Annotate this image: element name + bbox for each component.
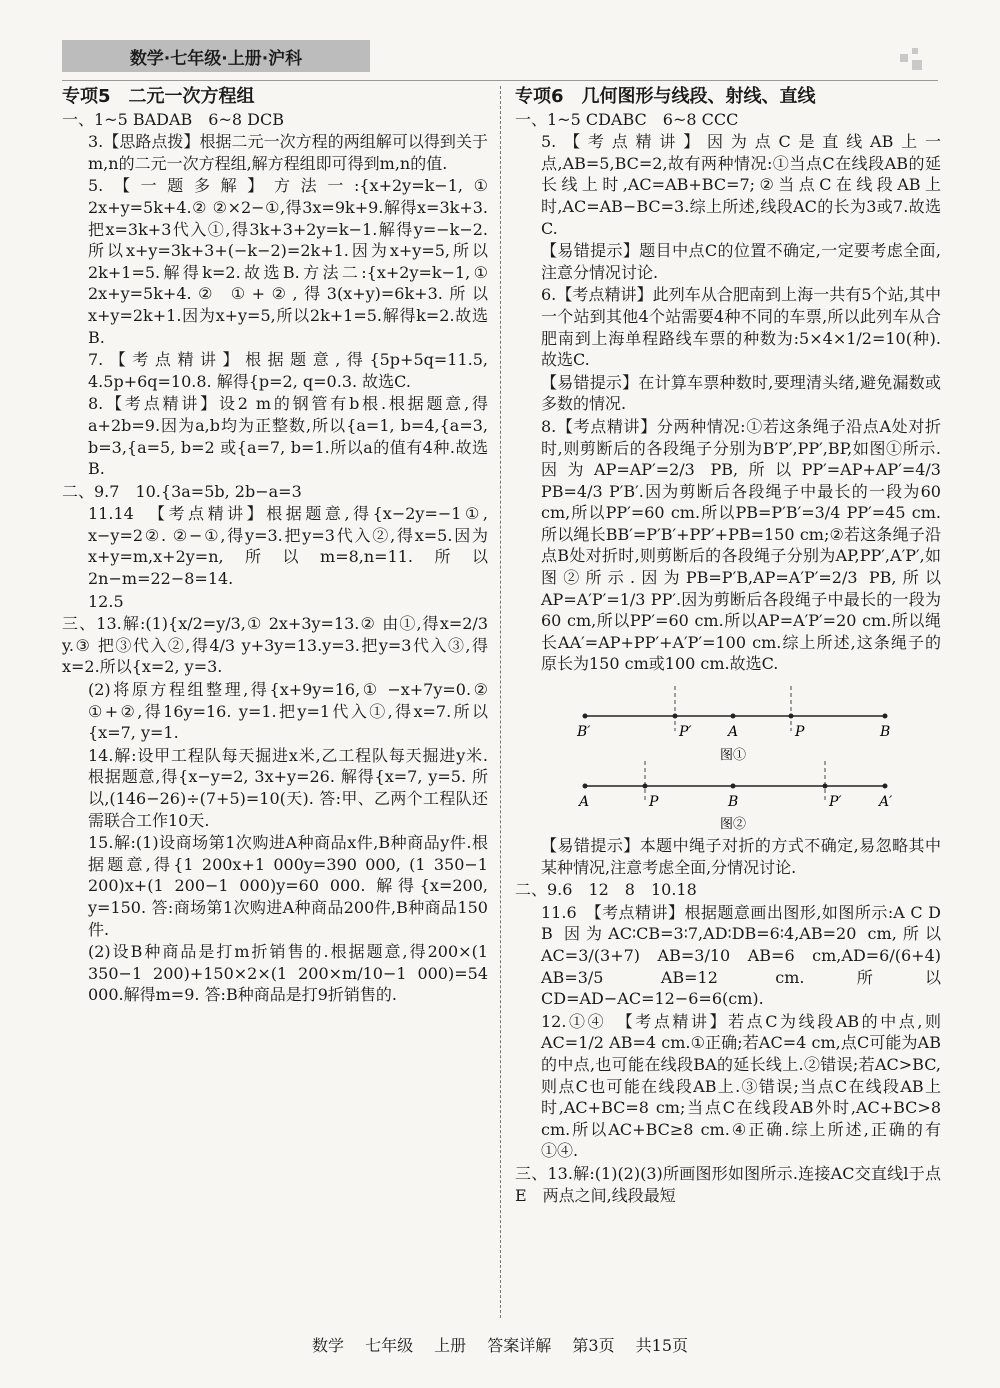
left-column bbox=[62, 86, 488, 1318]
answer-paragraph: (2)将原方程组整理,得{x+9y=16,① −x+7y=0.② ①+②,得16y=16. y=1.把y=1代入①,得x=7.所以{x=7, y=1. bbox=[88, 680, 488, 743]
corner-decoration-icon bbox=[912, 60, 922, 70]
answer-paragraph: 12.5 bbox=[88, 591, 124, 611]
footer-total-pages: 共15页 bbox=[635, 1336, 689, 1355]
fig1-label: B bbox=[880, 724, 891, 741]
answer-paragraph: 8.【考点精讲】分两种情况:①若这条绳子沿点A处对折时,则剪断后的各段绳子分别为B′P′,PP′,BP,如图①所示.因为AP=AP′=2/3 PB,所以PP′=AP+AP′=4/3 PB=4/3 P′B′.因为剪断后各段绳子中最长的一段为60 cm,所以PP′=60 cm.所以PB=P′B′=3/4 PP′=45 cm.所以绳长BB′=P′B′+PP′+PB=150 cm;②若这条绳子沿点B处对折时,则剪断后的各段绳子分别为AP,PP′,A′P′,如图②所示.因为PB=P′B,AP=A′P′=2/3 PB,所以AP=A′P′=1/3 PP′.因为剪断后各段绳子中最长的一段为60 cm,所以PP′=60 cm.所以AP=A′P′=20 cm.所以绳长AA′=AP+PP′+A′P′=100 cm.综上所述,这条绳子的原长为150 cm或100 cm.故选C. bbox=[541, 416, 941, 674]
answer-paragraph: 三、13.解:(1){x/2=y/3,① 2x+3y=13.② 由①,得x=2/3 y.③ 把③代入②,得4/3 y+3y=13.y=3.把y=3代入③,得x=2.所以{x=2, y=3. bbox=[62, 614, 488, 677]
answer-paragraph: 二、9.6 12 8 10.18 bbox=[515, 880, 697, 900]
answer-paragraph: 14.解:设甲工程队每天掘进x米,乙工程队每天掘进y米. 根据题意,得{x−y=2, 3x+y=26. 解得{x=7, y=5. 所以,(146−26)÷(7+5)=10(天). 答:甲、乙两个工程队还需联合工作10天. bbox=[88, 745, 488, 830]
fig2-label: A bbox=[579, 794, 590, 811]
answer-paragraph: 3.【思路点拨】根据二元一次方程的两组解可以得到关于m,n的二元一次方程组,解方程组即可得到m,n的值. bbox=[88, 132, 488, 173]
answer-paragraph: 11.14 【考点精讲】根据题意,得{x−2y=−1①, x−y=2②. ②−①,得y=3.把y=3代入②,得x=5.因为x+y=m,x+2y=n,所以m=8,n=11.所以2n−m=22−8=14. bbox=[88, 504, 488, 589]
answer-paragraph: 5.【一题多解】方法一:{x+2y=k−1,① 2x+y=5k+4.② ②×2−①,得3x=9k+9.解得x=3k+3.把x=3k+3代入①,得3k+3+2y=k−1.解得y=−k−2.所以x+y=3k+3+(−k−2)=2k+1.因为x+y=5,所以2k+1=5.解得k=2.故选B.方法二:{x+2y=k−1,① 2x+y=5k+4.② ①+②,得3(x+y)=6k+3.所以x+y=2k+1.因为x+y=5,所以2k+1=5.解得k=2.故选B. bbox=[88, 176, 488, 347]
fig2-point bbox=[643, 784, 648, 789]
fig2-label: A′ bbox=[879, 794, 893, 811]
answer-paragraph: 三、13.解:(1)(2)(3)所画图形如图所示.连接AC交直线l于点E 两点之间,线段最短 bbox=[515, 1163, 941, 1205]
page-footer bbox=[0, 1333, 1000, 1356]
answer-paragraph: 7.【考点精讲】根据题意,得{5p+5q=11.5, 4.5p+6q=10.8. 解得{p=2, q=0.3. 故选C. bbox=[88, 350, 488, 391]
answer-paragraph: 6.【考点精讲】此列车从合肥南到上海一共有5个站,其中一个站到其他4个站需要4种不同的车票,所以此列车从合肥南到上海单程路线车票的种数为:5×4×1/2=10(种).故选C. bbox=[541, 285, 941, 370]
fig1-label: P bbox=[795, 724, 805, 741]
answer-paragraph: 一、1~5 CDABC 6~8 CCC bbox=[515, 109, 739, 129]
fig1-point bbox=[789, 714, 794, 719]
fig2-point bbox=[883, 784, 888, 789]
footer-book: 答案详解 bbox=[487, 1336, 552, 1355]
column-divider bbox=[500, 86, 501, 1318]
fig2-caption: 图② bbox=[720, 817, 747, 832]
corner-decoration-icon bbox=[912, 48, 918, 54]
footer-subject: 数学 bbox=[311, 1336, 344, 1355]
footer-volume: 上册 bbox=[434, 1336, 467, 1355]
header-divider bbox=[62, 80, 938, 81]
fig2-point bbox=[731, 784, 736, 789]
header-title: 数学·七年级·上册·沪科 bbox=[129, 48, 303, 69]
section-title-5: 专项5 二元一次方程组 bbox=[62, 86, 255, 107]
answer-paragraph: 【易错提示】在计算车票种数时,要理清头绪,避免漏数或多数的情况. bbox=[541, 372, 941, 414]
answer-paragraph: 【易错提示】题目中点C的位置不确定,一定要考虑全面,注意分情况讨论. bbox=[541, 241, 941, 282]
rope-diagram bbox=[515, 681, 941, 831]
fig1-caption: 图① bbox=[720, 748, 747, 764]
footer-grade: 七年级 bbox=[365, 1336, 414, 1355]
section-title-6: 专项6 几何图形与线段、射线、直线 bbox=[515, 86, 816, 107]
fig1-label: A bbox=[728, 724, 739, 741]
fig2-label: P′ bbox=[829, 794, 842, 811]
fig2-point bbox=[583, 784, 588, 789]
corner-decoration-icon bbox=[900, 54, 908, 62]
fig1-point bbox=[883, 714, 888, 719]
answer-paragraph: 8.【考点精讲】设2 m的钢管有b根.根据题意,得a+2b=9.因为a,b均为正整数,所以{a=1, b=4,{a=3, b=3,{a=5, b=2 或{a=7, b=1.所以a的值有4种.故选B. bbox=[88, 394, 488, 479]
fig2-point bbox=[823, 784, 828, 789]
fig1-label: P′ bbox=[679, 724, 692, 741]
answer-paragraph: (2)设B种商品是打m折销售的.根据题意,得200×(1 350−1 200)+150×2×(1 200×m/10−1 000)=54 000.解得m=9. 答:B种商品是打9折销售的. bbox=[88, 942, 488, 1005]
answer-paragraph: 5.【考点精讲】因为点C是直线AB上一点,AB=5,BC=2,故有两种情况:①当点C在线段AB的延长线上时,AC=AB+BC=7;②当点C在线段AB上时,AC=AB−BC=3.综上所述,线段AC的长为3或7.故选C. bbox=[541, 132, 941, 238]
answer-paragraph: 12.①④ 【考点精讲】若点C为线段AB的中点,则AC=1/2 AB=4 cm.①正确;若AC=4 cm,点C可能为AB的中点,也可能在线段BA的延长线上.②错误;若AC>BC,则点C也可能在线段AB上.③错误;当点C在线段AB上时,AC+BC=8 cm;当点C在线段AB外时,AC+BC>8 cm.所以AC+BC≥8 cm.④正确.综上所述,正确的有①④. bbox=[541, 1011, 941, 1161]
answer-paragraph: 一、1~5 BADAB 6~8 DCB bbox=[62, 109, 284, 129]
fig2-label: B bbox=[728, 794, 739, 811]
answer-paragraph: 【易错提示】本题中绳子对折的方式不确定,易忽略其中某种情况,注意考虑全面,分情况讨论. bbox=[541, 836, 941, 877]
fig2-label: P bbox=[649, 794, 659, 811]
rope-figure bbox=[515, 681, 941, 831]
right-column bbox=[515, 86, 941, 1318]
fig1-point bbox=[673, 714, 678, 719]
fig1-label: B′ bbox=[577, 724, 591, 741]
answer-paragraph: 15.解:(1)设商场第1次购进A种商品x件,B种商品y件.根据题意,得{1 200x+1 000y=390 000, (1 350−1 200)x+(1 200−1 000)y=60 000. 解得{x=200, y=150. 答:商场第1次购进A种商品200件,B种商品150件. bbox=[88, 833, 488, 939]
answer-paragraph: 11.6 【考点精讲】根据题意画出图形,如图所示:A C D B 因为AC∶CB=3∶7,AD∶DB=6∶4,AB=20 cm,所以AC=3/(3+7) AB=3/10 AB=6 cm,AD=6/(6+4) AB=3/5 AB=12 cm.所以CD=AD−AC=12−6=6(cm). bbox=[541, 902, 941, 1009]
answer-paragraph: 二、9.7 10.{3a=5b, 2b−a=3 bbox=[62, 481, 302, 501]
footer-page-number: 第3页 bbox=[572, 1336, 615, 1355]
page-header bbox=[62, 40, 370, 72]
fig1-point bbox=[731, 714, 736, 719]
fig1-point bbox=[583, 714, 588, 719]
